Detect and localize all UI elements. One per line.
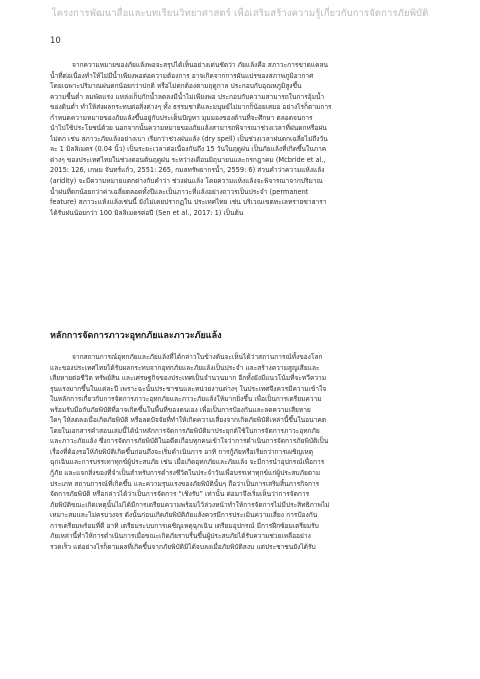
text-line: 2015: 126, เกษม จันทร์แก้ว, 2551: 265, กมลทรัพยากรน้ำ, 2559: 6) ส่วนคำว่าความแห้งแล้ง: [50, 166, 325, 175]
text-line: นำไปใช้ประโยชน์ด้วย นอกจากนั้นความหมายของภัยแล้งสามารถพิจารณาช่วงเวลาที่ฝนตกหรือฝน: [50, 124, 327, 133]
text-line: ประเภท สถานการณ์ที่เกิดขึ้น และความรุนแรงของภัยพิบัตินั้นๆ ถือว่าเป็นการเสริมสิ้นภารกิจการ: [50, 479, 320, 488]
text-line: รุนแรงมากขึ้นในแต่ละปี เพราะฉะนั้นประชาชนและหน่วยงานต่างๆ ในประเทศจึงควรมีความเข้าใจ: [50, 384, 327, 393]
text-line: และของประเทศไทยได้รับผลกระทบจากอุทกภัยและภัยแล้งเป็นประจำ และสร้างความสูญเสียและ: [50, 363, 320, 372]
text-line: เสียหายต่อชีวิต ทรัพย์สิน และเศรษฐกิจของประเทศเป็นจำนวนมาก อีกทั้งยังมีแนวโน้มที่จะทวีความ: [50, 374, 327, 383]
text-line: ละ 1 มิลลิเมตร (0.04 นิ้ว) เป็นระยะเวลาต่อเนื่องกันถึง 15 วันในฤดูฝน เป็นภัยแล้งที่เกิดขึ้นในภาค: [50, 145, 327, 154]
text-line: (aridity) จะมีความหมายแตกต่างกับคำว่า ช่วงฝนแล้ง โดยความแห้งแล้งจะพิจารณาจากปริมาณ: [50, 177, 323, 186]
paragraph-drought-definition: [50, 60, 430, 218]
text-line: กำหนดความหมายของภัยแล้งขึ้นอยู่กับประเด็นปัญหา มุมมองของด้านที่จะศึกษา ตลอดจนการ: [50, 113, 313, 122]
page-number: 10: [50, 36, 61, 46]
text-line: จากสถานการณ์อุทกภัยและภัยแล้งที่ได้กล่าวในข้างต้นจะเห็นได้ว่าสถานการณ์ทั้งของโลก: [72, 353, 323, 361]
text-line: ภัยเหล่านี้ทำให้การดำเนินการเมื่อขณะเกิดภัยราบรื่นขึ้นผู้ประสบภัยได้รับความช่วยเหลืออย่าง: [50, 532, 311, 541]
text-line: เรื่องที่ต้องรอให้ภัยพิบัติเกิดขึ้นก่อนถึงจะเริ่มดำเนินการ อาทิ การกู้ภัยหรือเรียกว่าการเผชิญเหตุ: [50, 447, 313, 456]
text-line: โดยในเอกสารคำสอนเล่มนี้ได้นำหลักการจัดการภัยพิบัติมาประยุกต์ใช้ในการจัดการภาวะอุทกภัย: [50, 426, 320, 435]
text-line: โดยเฉพาะปริมาณฝนตกน้อยกว่าปกติ หรือไม่ตกต้องตามฤดูกาล ประกอบกับอุณหภูมิสูงขึ้น: [50, 82, 302, 91]
text-line: ของดินต่ำ ทำให้ส่งผลกระทบต่อสิ่งต่างๆ ทั้ง ธรรมชาติและมนุษย์ไม่มากก็น้อยเสมอ อย่างไรก็ตามการ: [50, 103, 332, 112]
text-line: ใดๆ ให้ลดลงเมื่อเกิดภัยพิบัติ หรือลดปัจจัยที่ทำให้เกิดความเสี่ยงจากเกิดภัยพิบัติเหล่านี้ขึ้นในอนาคต: [50, 416, 327, 425]
text-line: และภาวะภัยแล้ง ซึ่งการจัดการภัยพิบัติในอดีตเกือบทุกคนเข้าใจว่าการดำเนินการจัดการภัยพิบัติเป็น: [50, 437, 329, 446]
text-line: กู้ภัย และแจกสิ่งของที่จำเป็นสำหรับการดำรงชีวิตในประจำวันเพื่อบรรเทาทุกข์แก่ผู้ประสบภัยตาม: [50, 469, 321, 478]
text-line: จัดการภัยพิบัติ หรือกล่าวได้ว่าเป็นการจัดการ “เชิงรับ” เท่านั้น ต่อมาจึงเริ่มเห็นว่าการจัดการ: [50, 490, 310, 499]
paragraph-disaster-management: [50, 352, 430, 552]
text-line: ไม่ตก เช่น สภาวะภัยแล้งอย่างเบา เรียกว่าช่วงฝนแล้ง (dry spell) เป็นช่วงเวลาฝนตกเฉลี่ยไม่ถึงวัน: [50, 134, 328, 143]
text-line: feature) สภาวะแห้งแล้งเช่นนี้ ยังไม่เคยปรากฏใน ประเทศไทย เช่น บริเวณเขตทะเลทรายซาฮารา: [50, 198, 327, 207]
text-line: ฉุกเฉินและการบรรเทาทุกข์ผู้ประสบภัย เช่น เมื่อเกิดอุทกภัยและภัยแล้ง จะมีการนำอุปกรณ์เพื่อการ: [50, 458, 325, 467]
text-line: ได้รับฝนน้อยกว่า 100 มิลลิเมตรต่อปี (Sen et al., 2017: 1) เป็นต้น: [50, 208, 244, 217]
text-line: ความชื้นต่ำ ลมพัดแรง แหล่งเก็บกักน้ำลดลงมีน้ำไม่เพียงพอ ประกอบกับความสามารถในการอุ้มน้ำ: [50, 92, 325, 101]
text-line: น้ำที่ต่อเนื่องทำให้ไม่มีน้ำเพียงพอต่อความต้องการ อาจเกิดจากการผันแปรของสภาพภูมิอากาศ: [50, 71, 314, 80]
text-line: น้ำฝนที่ตกน้อยกว่าค่าเฉลี่ยตลอดทั้งปีและเป็นภาวะที่แล้งอย่างถาวรเป็นประจำ (permanent: [50, 187, 309, 196]
text-line: การเตรียมพร้อมที่ดี อาทิ เตรียมระบบการเผชิญเหตุฉุกเฉิน เตรียมอุปกรณ์ มีการฝึกซ้อมเตรียมรับ: [50, 521, 319, 530]
text-line: รวดเร็ว แต่อย่างไรก็ตามผลที่เกิดขึ้นจากภัยพิบัติมิได้จบลงเมื่อภัยพิบัติสงบ แต่ประชาชนยังได้รับ: [50, 542, 316, 551]
text-line: ต่างๆ ของประเทศไทยในช่วงตอนต้นฤดูฝน ระหว่างเดือนมิถุนายนและกรกฎาคม (Mcbride et al.,: [50, 155, 326, 164]
section-heading: หลักการจัดการภาวะอุทกภัยและภาวะภัยแล้ง: [50, 331, 222, 341]
text-line: จากความหมายของภัยแล้งพอจะสรุปได้เห็นอย่างเด่นชัดว่า ภัยแล้งคือ สภาวะการขาดแคลน: [72, 61, 329, 69]
running-header: โครงการพัฒนาสื่อและบทเรียนวิทยาศาสตร์ เพื่อเสริมสร้างความรู้เกี่ยวกับการจัดการภัยพิบัติ: [51, 8, 429, 19]
text-line: ในหลักการเกี่ยวกับการจัดการภาวะอุทกภัยและภาวะภัยแล้งให้มากยิ่งขึ้น เพื่อเป็นการเตรียมความ: [50, 395, 322, 404]
text-line: พร้อมรับมือกับภัยพิบัติที่อาจเกิดขึ้นในพื้นที่ของตนเอง เพื่อเป็นการป้องกันและลดความเสียหาย: [50, 405, 311, 414]
text-line: ภัยพิบัติขณะเกิดเหตุนั้นไม่ได้มีการเตรียมความพร้อมไว้ล่วงหน้าทำให้การจัดการไม่มีประสิทธิภาพไม่: [50, 500, 330, 509]
text-line: เหมาะสมและไม่ครบวงจร ดังนั้นก่อนเกิดภัยพิบัติภัยแล้งควรมีการประเมินความเสี่ยง การป้องกัน: [50, 511, 318, 520]
